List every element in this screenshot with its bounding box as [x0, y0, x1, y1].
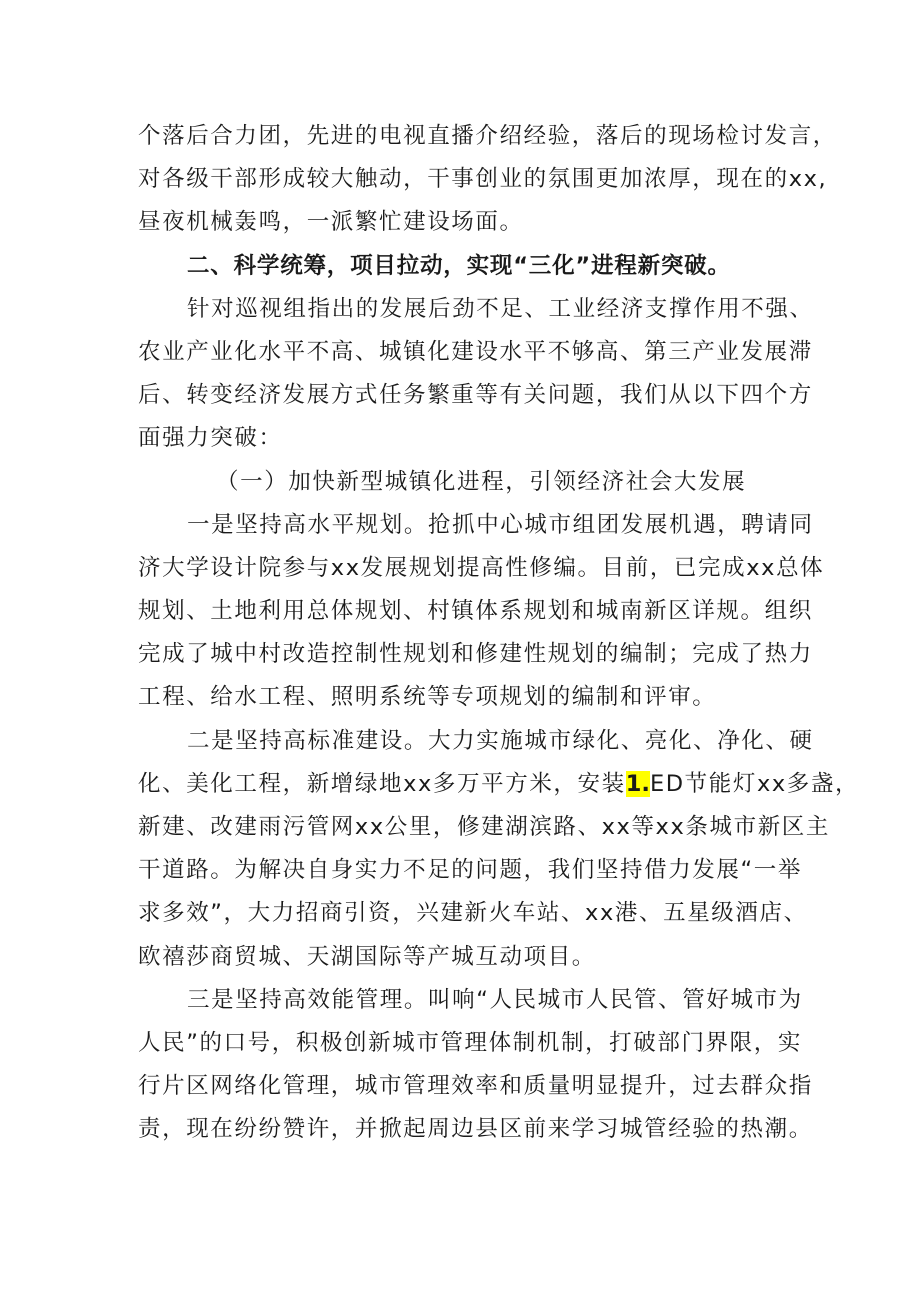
body-line: 行片区网络化管理，城市管理效率和质量明显提升，过去群众指 [138, 1073, 813, 1100]
body-line: 新建、改建雨污管网xx公里，修建湖滨路、xx等xx条城市新区主 [138, 814, 830, 840]
body-line: 责，现在纷纷赞许，并掀起周边县区前来学习城管经验的热潮。 [138, 1116, 813, 1143]
body-line: 济大学设计院参与xx发展规划提高性修编。目前，已完成xx总体 [138, 554, 825, 581]
body-line: 昼夜机械轰鸣，一派繁忙建设场面。 [138, 209, 524, 236]
line-text: ED节能灯xx多盏， [649, 770, 860, 797]
body-line: 完成了城中村改造控制性规划和修建性规划的编制；完成了热力 [138, 641, 813, 668]
body-line: 面强力突破： [138, 425, 283, 452]
section-heading: 二、科学统筹，项目拉动，实现“三化”进程新突破。 [187, 252, 731, 279]
highlighted-text: 1. [625, 770, 650, 797]
body-line: 人民”的口号，积极创新城市管理体制机制，打破部门界限，实 [138, 1029, 802, 1056]
paragraph-first-line: 一是坚持高水平规划。抢抓中心城市组团发展机遇，聘请同 [187, 511, 814, 538]
body-line-highlighted [138, 763, 860, 806]
paragraph-first-line: 三是坚持高效能管理。叫响“人民城市人民管、管好城市为 [187, 986, 803, 1013]
paragraph-first-line: 二是坚持高标准建设。大力实施城市绿化、亮化、净化、硬 [187, 727, 814, 754]
body-line: 欧禧莎商贸城、天湖国际等产城互动项目。 [138, 943, 596, 970]
body-line: 个落后合力团，先进的电视直播介绍经验，落后的现场检讨发言， [138, 123, 837, 149]
body-line: 对各级干部形成较大触动，干事创业的氛围更加浓厚，现在的xx, [138, 166, 828, 193]
document-body [138, 115, 860, 1152]
body-line: 干道路。为解决自身实力不足的问题，我们坚持借力发展“一举 [138, 857, 802, 884]
body-line: 农业产业化水平不高、城镇化建设水平不够高、第三产业发展滞 [138, 338, 813, 365]
paragraph-first-line: 针对巡视组指出的发展后劲不足、工业经济支撑作用不强、 [187, 295, 814, 322]
body-line: 后、转变经济发展方式任务繁重等有关问题，我们从以下四个方 [138, 382, 813, 409]
line-text: 化、美化工程，新增绿地xx多万平方米，安装 [138, 770, 626, 797]
body-line: 规划、土地利用总体规划、村镇体系规划和城南新区详规。组织 [138, 598, 813, 625]
body-line: 求多效”，大力招商引资，兴建新火车站、xx港、五星级酒店、 [138, 900, 808, 927]
subsection-heading: （一）加快新型城镇化进程，引领经济社会大发展 [216, 468, 747, 495]
body-line: 工程、给水工程、照明系统等专项规划的编制和评审。 [138, 684, 717, 711]
